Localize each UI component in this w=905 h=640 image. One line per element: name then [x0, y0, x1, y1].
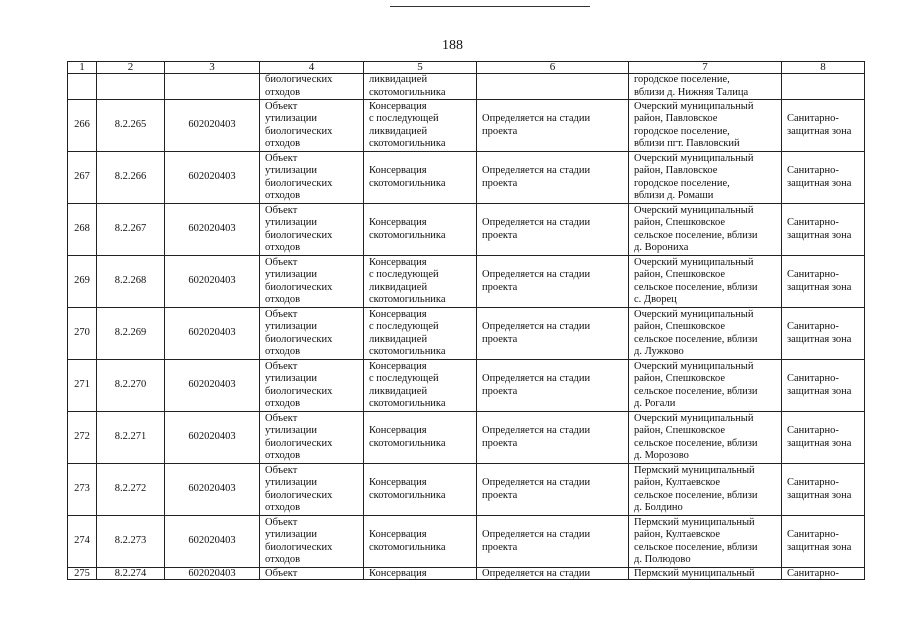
cell-line: д. Морозово [634, 450, 689, 461]
cell-line: биологических [265, 385, 333, 397]
object-cell [260, 204, 364, 256]
cell-line: скотомогильника [369, 541, 446, 553]
cell-line: отходов [265, 190, 301, 201]
cell-line: район, Спешковское [634, 321, 725, 332]
code-cell: 8.2.273 [97, 516, 165, 568]
cell-line: скотомогильника [369, 229, 446, 241]
cell-line: вблизи д. Нижняя Талица [634, 86, 749, 98]
cell-line: Санитарно- [787, 269, 839, 280]
cell-line: район, Спешковское [634, 269, 725, 280]
code-cell: 8.2.271 [97, 412, 165, 464]
cell-line: проекта [482, 437, 518, 449]
cell-line: Определяется на стадии [482, 269, 591, 280]
cell-line: ликвидацией [369, 74, 428, 85]
cell-line: отходов [265, 138, 301, 149]
location-cell [629, 100, 782, 152]
cell-line: ликвидацией [369, 333, 428, 345]
cell-line: отходов [265, 450, 301, 461]
zone-cell [782, 308, 865, 360]
location-cell [629, 256, 782, 308]
cell-line: утилизации [265, 373, 317, 384]
period-cell: Определяется на стадии [477, 568, 629, 580]
cell-line: Объект [265, 464, 298, 476]
cell-line: Определяется на стадии [482, 217, 591, 228]
cell-line: биологических [265, 437, 333, 449]
code-cell: 8.2.269 [97, 308, 165, 360]
table-row [68, 308, 865, 360]
cell-line: скотомогильника [369, 489, 446, 501]
measure-cell [364, 516, 477, 568]
code-cell: 8.2.267 [97, 204, 165, 256]
cell-line: биологических [265, 489, 333, 501]
location-cell [629, 464, 782, 516]
object-cell [260, 412, 364, 464]
num-cell: 274 [68, 516, 97, 568]
cell-line: скотомогильника [369, 138, 446, 149]
zone-cell [782, 360, 865, 412]
header-cell: 2 [97, 62, 165, 74]
cell-line: биологических [265, 125, 333, 137]
cell-line: Очерский муниципальный [634, 256, 754, 268]
header-row [68, 62, 865, 74]
cell-line: скотомогильника [369, 398, 446, 409]
table-row [68, 256, 865, 308]
cell-line: утилизации [265, 113, 317, 124]
cell-line: сельское поселение, вблизи [634, 333, 758, 345]
table-row [68, 412, 865, 464]
cell-line: Санитарно- [787, 217, 839, 228]
cell-line: Определяется на стадии [482, 113, 591, 124]
period-cell [477, 516, 629, 568]
kod-cell: 602020403 [165, 360, 260, 412]
code-cell [97, 74, 165, 100]
code-cell: 8.2.274 [97, 568, 165, 580]
cell-line: Консервация [369, 477, 427, 488]
cell-line: с. Дворец [634, 294, 677, 305]
measure-cell [364, 204, 477, 256]
cell-line: Очерский муниципальный [634, 100, 754, 112]
cell-line: Пермский муниципальный [634, 464, 755, 476]
cell-line: Санитарно- [787, 529, 839, 540]
cell-line: Объект [265, 412, 298, 424]
cell-line: Объект [265, 152, 298, 164]
kod-cell [165, 74, 260, 100]
table-row [68, 360, 865, 412]
location-cell [629, 308, 782, 360]
cell-line: район, Култаевское [634, 529, 721, 540]
object-cell [260, 464, 364, 516]
cell-line: с последующей [369, 269, 439, 280]
continued-row [68, 74, 865, 100]
cell-line: проекта [482, 385, 518, 397]
kod-cell: 602020403 [165, 412, 260, 464]
kod-cell: 602020403 [165, 308, 260, 360]
zone-cell: Санитарно- [782, 568, 865, 580]
cell-line: Объект [265, 204, 298, 216]
cell-line: защитная зона [787, 281, 852, 293]
cell-line: д. Полюдово [634, 554, 691, 565]
code-cell: 8.2.268 [97, 256, 165, 308]
cell-line: скотомогильника [369, 177, 446, 189]
measure-cell [364, 412, 477, 464]
num-cell: 269 [68, 256, 97, 308]
num-cell: 271 [68, 360, 97, 412]
object-cell [260, 74, 364, 100]
cell-line: Определяется на стадии [482, 477, 591, 488]
cell-line: скотомогильника [369, 437, 446, 449]
page-number: 188 [442, 38, 463, 53]
cell-line: вблизи пгт. Павловский [634, 138, 740, 149]
cell-line: биологических [265, 333, 333, 345]
zone-cell [782, 100, 865, 152]
cell-line: сельское поселение, вблизи [634, 281, 758, 293]
location-cell [629, 412, 782, 464]
cell-line: Объект [265, 256, 298, 268]
period-cell [477, 74, 629, 100]
cell-line: Объект [265, 360, 298, 372]
cell-line: проекта [482, 229, 518, 241]
location-cell [629, 74, 782, 100]
cell-line: вблизи д. Ромаши [634, 190, 714, 201]
cell-line: сельское поселение, вблизи [634, 229, 758, 241]
cell-line: защитная зона [787, 385, 852, 397]
cell-line: Очерский муниципальный [634, 204, 754, 216]
code-cell: 8.2.270 [97, 360, 165, 412]
zone-cell [782, 256, 865, 308]
measure-cell [364, 152, 477, 204]
cell-line: Очерский муниципальный [634, 308, 754, 320]
location-cell [629, 360, 782, 412]
cell-line: городское поселение, [634, 74, 730, 85]
code-cell: 8.2.266 [97, 152, 165, 204]
cell-line: Санитарно- [787, 425, 839, 436]
cell-line: Объект [265, 308, 298, 320]
zone-cell [782, 74, 865, 100]
cell-line: городское поселение, [634, 177, 730, 189]
code-cell: 8.2.272 [97, 464, 165, 516]
cell-line: Санитарно- [787, 321, 839, 332]
num-cell: 273 [68, 464, 97, 516]
object-cell [260, 516, 364, 568]
kod-cell: 602020403 [165, 568, 260, 580]
period-cell [477, 204, 629, 256]
header-cell: 8 [782, 62, 865, 74]
cell-line: защитная зона [787, 229, 852, 241]
header-cell: 6 [477, 62, 629, 74]
location-cell [629, 204, 782, 256]
cell-line: Определяется на стадии [482, 425, 591, 436]
measure-cell [364, 360, 477, 412]
kod-cell: 602020403 [165, 256, 260, 308]
cell-line: проекта [482, 489, 518, 501]
period-cell [477, 464, 629, 516]
cell-line: биологических [265, 74, 333, 85]
header-cell: 7 [629, 62, 782, 74]
cell-line: д. Лужково [634, 346, 684, 357]
cell-line: сельское поселение, вблизи [634, 541, 758, 553]
cell-line: Консервация [369, 425, 427, 436]
cell-line: с последующей [369, 321, 439, 332]
cell-line: Определяется на стадии [482, 321, 591, 332]
cell-line: отходов [265, 86, 301, 98]
kod-cell: 602020403 [165, 464, 260, 516]
cell-line: Очерский муниципальный [634, 360, 754, 372]
cell-line: защитная зона [787, 489, 852, 501]
cell-line: сельское поселение, вблизи [634, 385, 758, 397]
cell-line: сельское поселение, вблизи [634, 489, 758, 501]
measure-cell [364, 74, 477, 100]
cell-line: скотомогильника [369, 346, 446, 357]
object-cell [260, 100, 364, 152]
cell-line: отходов [265, 294, 301, 305]
cell-line: Определяется на стадии [482, 373, 591, 384]
object-cell [260, 308, 364, 360]
measure-cell [364, 256, 477, 308]
object-cell: Объект [260, 568, 364, 580]
cell-line: отходов [265, 554, 301, 565]
measure-cell [364, 100, 477, 152]
cell-line: Определяется на стадии [482, 529, 591, 540]
num-cell: 275 [68, 568, 97, 580]
cell-line: район, Спешковское [634, 217, 725, 228]
table-row-partial [68, 568, 865, 580]
cell-line: район, Спешковское [634, 373, 725, 384]
cell-line: защитная зона [787, 177, 852, 189]
cell-line: Консервация [369, 360, 427, 372]
kod-cell: 602020403 [165, 152, 260, 204]
cell-line: Санитарно- [787, 477, 839, 488]
cell-line: ликвидацией [369, 281, 428, 293]
cell-line: утилизации [265, 269, 317, 280]
cell-line: утилизации [265, 321, 317, 332]
cell-line: Объект [265, 516, 298, 528]
cell-line: район, Спешковское [634, 425, 725, 436]
zone-cell [782, 152, 865, 204]
period-cell [477, 152, 629, 204]
cell-line: утилизации [265, 165, 317, 176]
period-cell [477, 100, 629, 152]
cell-line: защитная зона [787, 333, 852, 345]
cell-line: Объект [265, 100, 298, 112]
cell-line: защитная зона [787, 541, 852, 553]
zone-cell [782, 412, 865, 464]
kod-cell: 602020403 [165, 204, 260, 256]
registry-table [67, 61, 865, 580]
cell-line: с последующей [369, 113, 439, 124]
kod-cell: 602020403 [165, 100, 260, 152]
cell-line: Консервация [369, 165, 427, 176]
cell-line: район, Култаевское [634, 477, 721, 488]
cell-line: д. Рогали [634, 398, 676, 409]
cell-line: утилизации [265, 217, 317, 228]
cell-line: район, Павловское [634, 113, 718, 124]
cell-line: Консервация [369, 217, 427, 228]
cell-line: с последующей [369, 373, 439, 384]
cell-line: отходов [265, 502, 301, 513]
cell-line: проекта [482, 125, 518, 137]
cell-line: скотомогильника [369, 86, 446, 98]
table-row [68, 516, 865, 568]
cell-line: биологических [265, 281, 333, 293]
cell-line: Санитарно- [787, 113, 839, 124]
num-cell: 272 [68, 412, 97, 464]
num-cell [68, 74, 97, 100]
cell-line: утилизации [265, 425, 317, 436]
cell-line: сельское поселение, вблизи [634, 437, 758, 449]
num-cell: 268 [68, 204, 97, 256]
cell-line: Консервация [369, 308, 427, 320]
cell-line: район, Павловское [634, 165, 718, 176]
cell-line: Санитарно- [787, 373, 839, 384]
header-cell: 1 [68, 62, 97, 74]
cell-line: Санитарно- [787, 165, 839, 176]
zone-cell [782, 204, 865, 256]
table-row [68, 464, 865, 516]
table-row [68, 152, 865, 204]
cell-line: ликвидацией [369, 385, 428, 397]
cell-line: утилизации [265, 477, 317, 488]
num-cell: 270 [68, 308, 97, 360]
cell-line: проекта [482, 541, 518, 553]
top-rule [390, 6, 590, 7]
cell-line: Консервация [369, 529, 427, 540]
object-cell [260, 256, 364, 308]
cell-line: проекта [482, 281, 518, 293]
cell-line: отходов [265, 242, 301, 253]
cell-line: д. Ворониха [634, 242, 689, 253]
object-cell [260, 360, 364, 412]
header-cell: 4 [260, 62, 364, 74]
code-cell: 8.2.265 [97, 100, 165, 152]
cell-line: защитная зона [787, 125, 852, 137]
cell-line: утилизации [265, 529, 317, 540]
location-cell [629, 516, 782, 568]
cell-line: Очерский муниципальный [634, 152, 754, 164]
cell-line: биологических [265, 177, 333, 189]
cell-line: ликвидацией [369, 125, 428, 137]
cell-line: биологических [265, 541, 333, 553]
cell-line: биологических [265, 229, 333, 241]
period-cell [477, 256, 629, 308]
cell-line: д. Болдино [634, 502, 683, 513]
cell-line: Очерский муниципальный [634, 412, 754, 424]
num-cell: 267 [68, 152, 97, 204]
location-cell [629, 152, 782, 204]
measure-cell: Консервация [364, 568, 477, 580]
cell-line: Консервация [369, 256, 427, 268]
cell-line: Пермский муниципальный [634, 516, 755, 528]
period-cell [477, 360, 629, 412]
table-row [68, 204, 865, 256]
cell-line: Консервация [369, 100, 427, 112]
cell-line: Определяется на стадии [482, 165, 591, 176]
cell-line: городское поселение, [634, 125, 730, 137]
cell-line: проекта [482, 333, 518, 345]
measure-cell [364, 464, 477, 516]
cell-line: отходов [265, 398, 301, 409]
header-cell: 5 [364, 62, 477, 74]
zone-cell [782, 464, 865, 516]
object-cell [260, 152, 364, 204]
measure-cell [364, 308, 477, 360]
kod-cell: 602020403 [165, 516, 260, 568]
num-cell: 266 [68, 100, 97, 152]
header-cell: 3 [165, 62, 260, 74]
cell-line: защитная зона [787, 437, 852, 449]
cell-line: отходов [265, 346, 301, 357]
period-cell [477, 308, 629, 360]
period-cell [477, 412, 629, 464]
cell-line: скотомогильника [369, 294, 446, 305]
table-row [68, 100, 865, 152]
zone-cell [782, 516, 865, 568]
location-cell: Пермский муниципальный [629, 568, 782, 580]
cell-line: проекта [482, 177, 518, 189]
